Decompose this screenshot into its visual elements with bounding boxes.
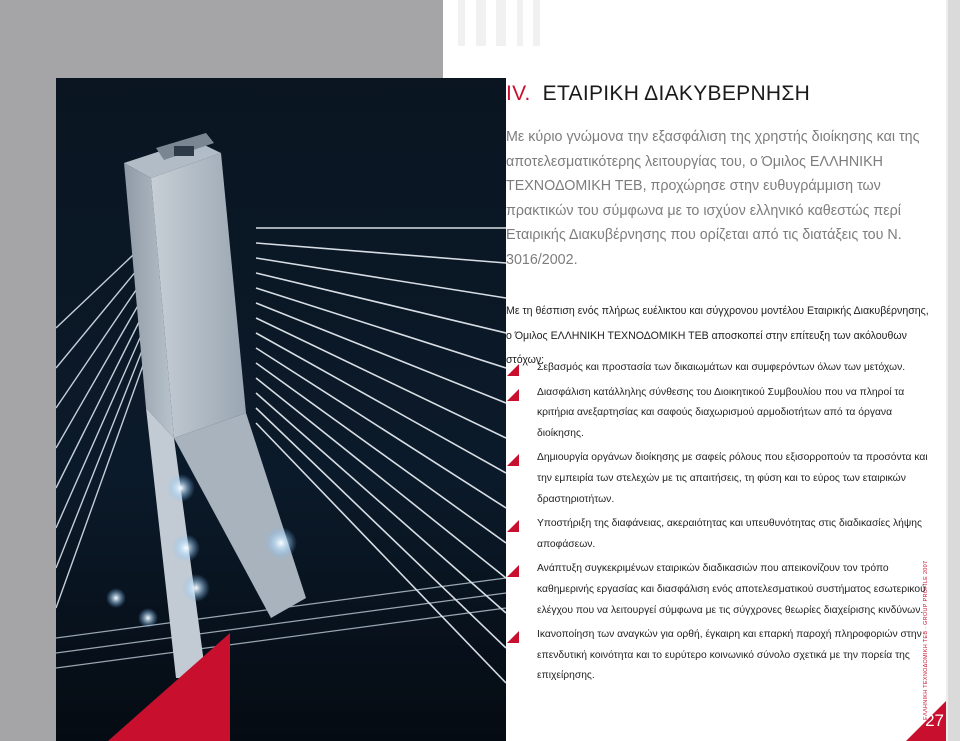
list-item bbox=[506, 448, 936, 510]
red-triangle-bullet-icon bbox=[507, 364, 519, 376]
intro-paragraph: Με κύριο γνώμονα την εξασφάλιση της χρηστής διοίκησης και της αποτελεσματικότερης λειτουργίας του, ο Όμιλος ΕΛΛΗΝΙΚΗ ΤΕΧΝΟΔΟΜΙΚΗ ΤΕΒ, προχώρησε στην ευθυγράμμιση των πρακτικών του σύμφωνα με το ισχύον ελληνικό καθεστώς περί Εταιρικής Διακυβέρνησης που ορίζεται από τις διατάξεις του Ν. 3016/2002. bbox=[506, 129, 920, 268]
goal-text: Διασφάλιση κατάλληλης σύνθεσης του Διοικητικού Συμβουλίου που να πληροί τα κριτήρια ανεξαρτησίας και σαφούς διαχωρισμού αρμοδιοτήτων από τα όργανα διοίκησης. bbox=[537, 386, 905, 439]
list-item bbox=[506, 625, 936, 687]
red-triangle-bullet-icon bbox=[507, 631, 519, 643]
list-item bbox=[506, 358, 936, 379]
right-edge-strip bbox=[948, 0, 960, 741]
decor-stripe bbox=[458, 0, 465, 46]
lead-paragraph: Με τη θέσπιση ενός πλήρως ευέλικτου και σύγχρονου μοντέλου Εταιρικής Διακυβέρνησης, ο Όμιλος ΕΛΛΗΝΙΚΗ ΤΕΧΝΟΔΟΜΙΚΗ ΤΕΒ αποσκοπεί στην επίτευξη των ακόλουθων στόχων: bbox=[506, 305, 929, 366]
goal-text: Ανάπτυξη συγκεκριμένων εταιρικών διαδικασιών που απεικονίζουν τον τρόπο καθημερινής εργασίας και διασφάλιση ενός αποτελεσματικού συστήματος εσωτερικού ελέγχου που να λειτουργεί σύμφωνα με τις σύγχρονες θεωρίες διαχείρισης κινδύνων. bbox=[537, 563, 926, 616]
section-number: IV. bbox=[506, 82, 531, 105]
page-number: 27 bbox=[925, 711, 944, 730]
decor-stripe bbox=[517, 0, 523, 46]
section-heading bbox=[506, 82, 810, 106]
red-triangle-bullet-icon bbox=[507, 565, 519, 577]
decor-stripe bbox=[533, 0, 540, 46]
list-item bbox=[506, 559, 936, 621]
goal-text: Δημιουργία οργάνων διοίκησης με σαφείς ρόλους που εξισορροπούν τα προσόντα και την εμπειρία των στελεχών με τις απαιτήσεις, τη φύση και το εύρος των εταιρικών δραστηριοτήτων. bbox=[537, 452, 928, 505]
decor-stripe bbox=[496, 0, 506, 46]
red-corner-triangle bbox=[0, 0, 230, 741]
goal-text: Υποστήριξη της διαφάνειας, ακεραιότητας και υπευθυνότητας στις διαδικασίες λήψης αποφάσεων. bbox=[537, 518, 922, 550]
goal-text: Ικανοποίηση των αναγκών για ορθή, έγκαιρη και επαρκή παροχή πληροφοριών στην επενδυτική κοινότητα και το ευρύτερο κοινωνικό σύνολο σχετικά με την πορεία της επιχείρησης. bbox=[537, 629, 922, 682]
red-triangle-bullet-icon bbox=[507, 389, 519, 401]
decor-stripe bbox=[476, 0, 486, 46]
section-title: ΕΤΑΙΡΙΚΗ ΔΙΑΚΥΒΕΡΝΗΣΗ bbox=[542, 82, 811, 105]
red-triangle-bullet-icon bbox=[507, 520, 519, 532]
side-caption: ΕΛΛΗΝΙΚΗ ΤΕΧΝΟΔΟΜΙΚΗ ΤΕΒ · GROUP PROFILE 2007 bbox=[923, 560, 929, 720]
red-triangle-bullet-icon bbox=[507, 454, 519, 466]
list-item bbox=[506, 383, 936, 445]
list-item bbox=[506, 514, 936, 555]
goals-list bbox=[506, 358, 936, 691]
goal-text: Σεβασμός και προστασία των δικαιωμάτων και συμφερόντων όλων των μετόχων. bbox=[537, 362, 906, 373]
